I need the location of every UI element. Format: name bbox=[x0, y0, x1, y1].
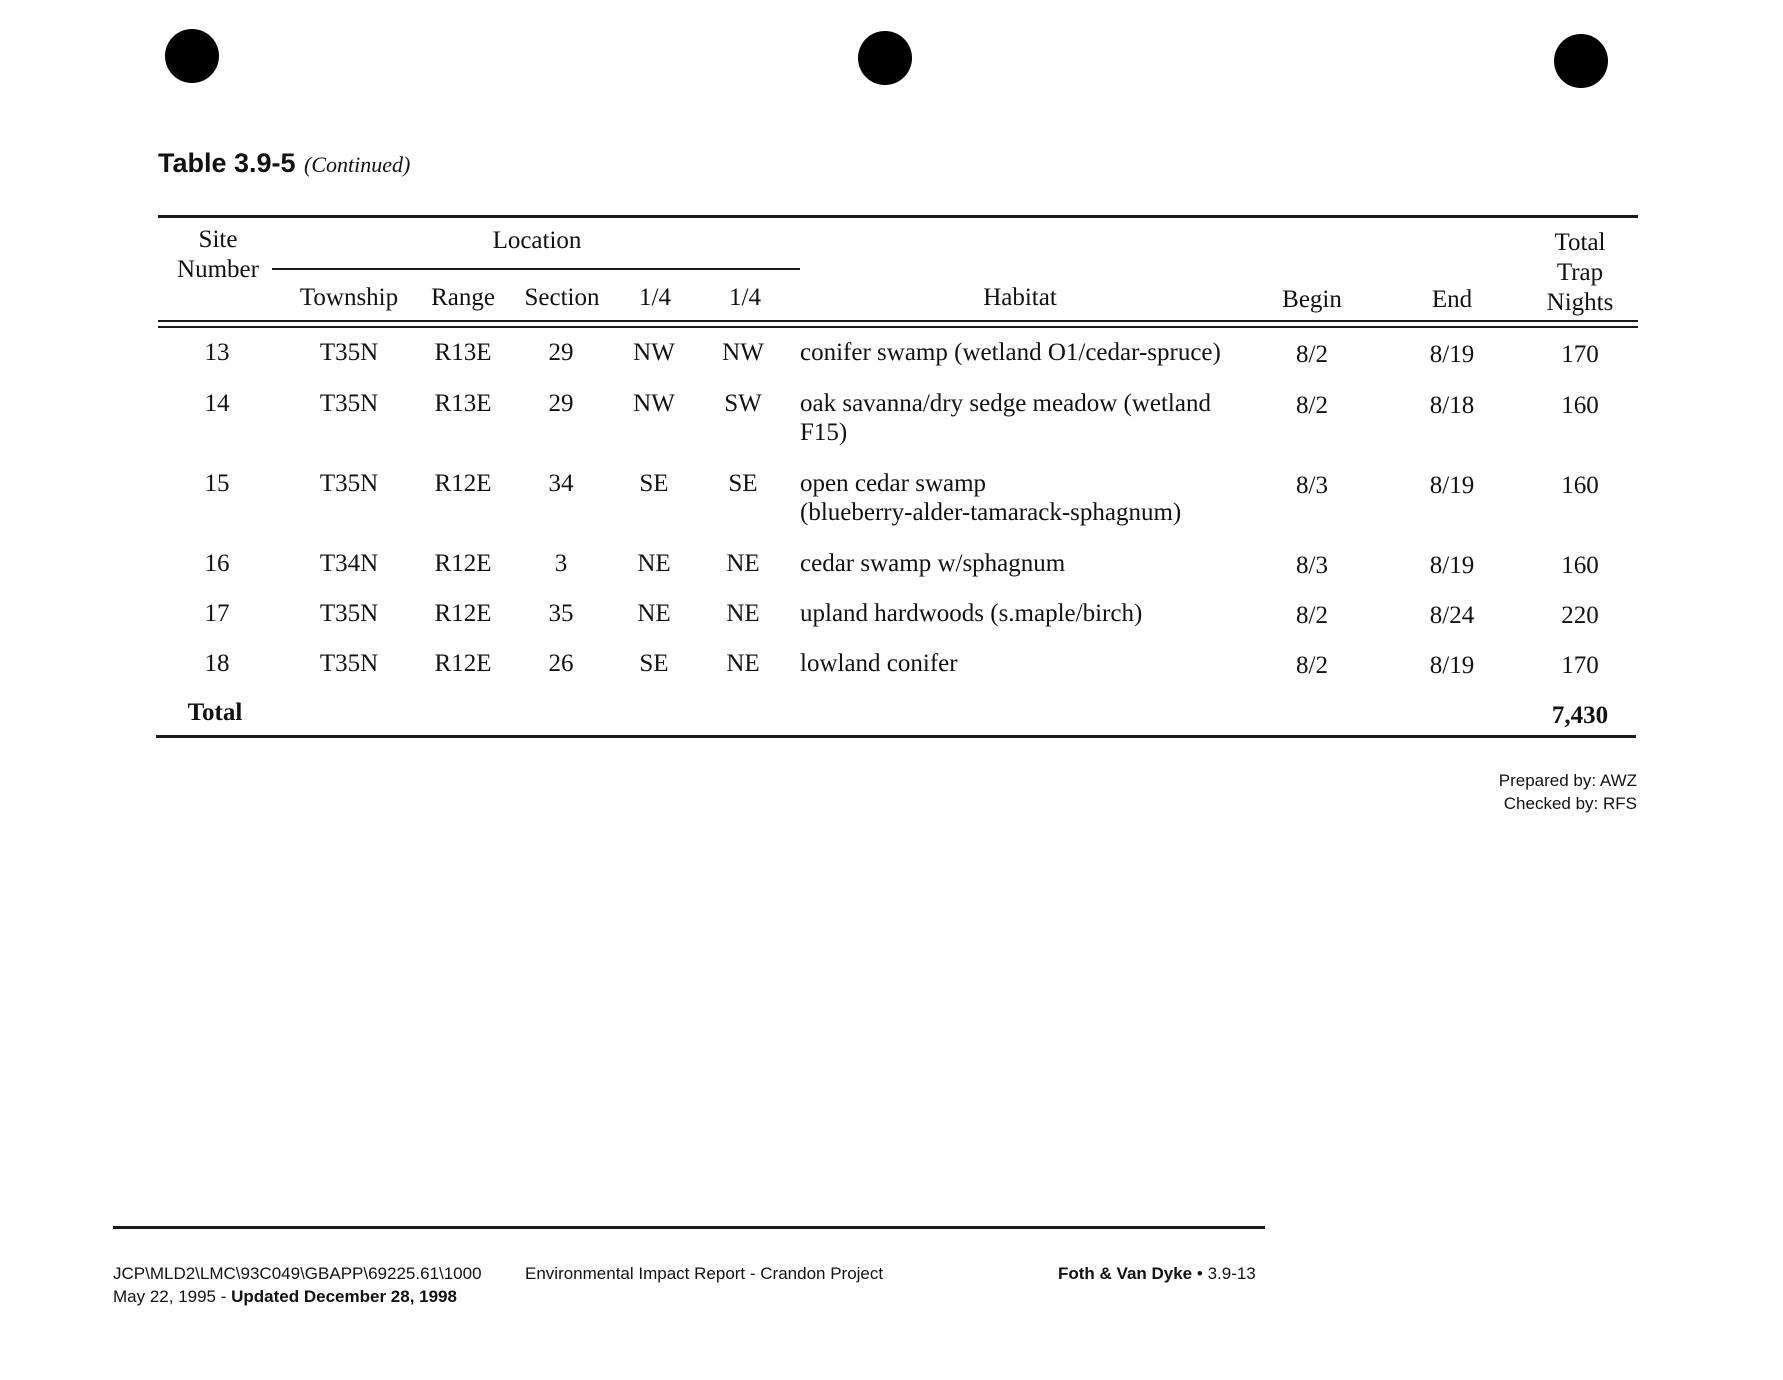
cell-quarter-1: SE bbox=[639, 650, 669, 677]
footer-page-number: 3.9-13 bbox=[1207, 1264, 1256, 1283]
cell-range: R12E bbox=[434, 600, 492, 627]
checked-by: Checked by: RFS bbox=[1503, 794, 1637, 813]
cell-township: T35N bbox=[319, 600, 379, 627]
punch-hole-left bbox=[165, 29, 219, 83]
header-rule-top bbox=[158, 320, 1638, 322]
prepared-checked-block bbox=[1499, 769, 1637, 815]
header-total-line3: Nights bbox=[1546, 289, 1614, 316]
punch-hole-center bbox=[858, 31, 912, 85]
prepared-by: Prepared by: AWZ bbox=[1498, 771, 1637, 790]
cell-habitat-line: F15) bbox=[800, 419, 848, 446]
cell-site: 17 bbox=[204, 600, 230, 627]
cell-habitat bbox=[800, 389, 1240, 447]
footer-date-original: May 22, 1995 - bbox=[113, 1287, 232, 1306]
cell-trap-nights: 160 bbox=[1561, 472, 1599, 499]
footer-left bbox=[113, 1262, 482, 1308]
header-site-line2: Number bbox=[177, 256, 259, 283]
cell-habitat-line: lowland conifer bbox=[800, 650, 958, 677]
cell-township: T35N bbox=[319, 390, 379, 417]
header-total-line2: Trap bbox=[1556, 259, 1604, 286]
table-bottom-rule bbox=[156, 735, 1636, 738]
footer-separator: • bbox=[1196, 1264, 1203, 1283]
cell-range: R12E bbox=[434, 470, 492, 497]
cell-habitat-line: cedar swamp w/sphagnum bbox=[800, 550, 1066, 577]
footer-date-updated: Updated December 28, 1998 bbox=[231, 1287, 457, 1306]
cell-range: R12E bbox=[434, 550, 492, 577]
cell-township: T35N bbox=[319, 650, 379, 677]
header-habitat: Habitat bbox=[983, 284, 1057, 311]
punch-hole-right bbox=[1554, 34, 1608, 88]
cell-township: T35N bbox=[319, 470, 379, 497]
cell-end: 8/24 bbox=[1429, 602, 1475, 629]
total-value: 7,430 bbox=[1551, 702, 1609, 729]
header-total-trap-nights bbox=[1525, 228, 1635, 318]
table-subtitle: (Continued) bbox=[304, 152, 411, 177]
cell-trap-nights: 160 bbox=[1561, 552, 1599, 579]
cell-section: 26 bbox=[548, 650, 574, 677]
cell-site: 15 bbox=[204, 470, 230, 497]
cell-range: R13E bbox=[434, 339, 492, 366]
cell-begin: 8/3 bbox=[1296, 552, 1328, 579]
footer-file-path: JCP\MLD2\LMC\93C049\GBAPP\69225.61\1000 bbox=[113, 1264, 482, 1283]
cell-trap-nights: 220 bbox=[1561, 602, 1599, 629]
cell-quarter-2: NW bbox=[722, 339, 764, 366]
cell-trap-nights: 160 bbox=[1561, 392, 1599, 419]
cell-trap-nights: 170 bbox=[1561, 652, 1599, 679]
cell-quarter-2: NE bbox=[726, 600, 760, 627]
cell-habitat-line: oak savanna/dry sedge meadow (wetland bbox=[800, 390, 1211, 417]
cell-begin: 8/2 bbox=[1296, 602, 1328, 629]
cell-begin: 8/3 bbox=[1296, 472, 1328, 499]
header-range: Range bbox=[431, 284, 495, 311]
header-begin: Begin bbox=[1282, 286, 1342, 313]
cell-quarter-2: NE bbox=[726, 550, 760, 577]
cell-site: 16 bbox=[204, 550, 230, 577]
cell-habitat bbox=[800, 549, 1240, 578]
cell-habitat-line: (blueberry-alder-tamarack-sphagnum) bbox=[800, 499, 1182, 526]
cell-site: 14 bbox=[204, 390, 230, 417]
table-title: Table 3.9-5 bbox=[158, 148, 296, 178]
header-quarter-2: 1/4 bbox=[729, 284, 761, 311]
cell-site: 13 bbox=[204, 339, 230, 366]
cell-end: 8/19 bbox=[1429, 552, 1475, 579]
cell-section: 34 bbox=[548, 470, 574, 497]
total-label: Total bbox=[187, 699, 243, 726]
cell-section: 29 bbox=[548, 390, 574, 417]
cell-range: R13E bbox=[434, 390, 492, 417]
cell-trap-nights: 170 bbox=[1561, 341, 1599, 368]
cell-end: 8/19 bbox=[1429, 652, 1475, 679]
cell-quarter-1: SE bbox=[639, 470, 669, 497]
cell-quarter-2: SE bbox=[728, 470, 758, 497]
cell-township: T35N bbox=[319, 339, 379, 366]
header-site-number bbox=[158, 225, 278, 285]
cell-habitat bbox=[800, 469, 1240, 527]
cell-habitat bbox=[800, 338, 1240, 367]
header-site-line1: Site bbox=[198, 226, 238, 253]
cell-end: 8/18 bbox=[1429, 392, 1475, 419]
cell-section: 29 bbox=[548, 339, 574, 366]
cell-quarter-1: NE bbox=[637, 600, 671, 627]
cell-site: 18 bbox=[204, 650, 230, 677]
header-section: Section bbox=[524, 284, 600, 311]
table-top-rule bbox=[158, 215, 1638, 218]
cell-quarter-2: SW bbox=[724, 390, 762, 417]
cell-quarter-1: NW bbox=[633, 390, 675, 417]
header-township: Township bbox=[299, 284, 399, 311]
header-rule-bottom bbox=[158, 326, 1638, 328]
cell-end: 8/19 bbox=[1429, 341, 1475, 368]
cell-habitat-line: open cedar swamp bbox=[800, 470, 987, 497]
footer-firm: Foth & Van Dyke bbox=[1058, 1264, 1193, 1283]
cell-range: R12E bbox=[434, 650, 492, 677]
location-underline bbox=[272, 268, 800, 270]
cell-quarter-1: NW bbox=[633, 339, 675, 366]
cell-habitat-line: upland hardwoods (s.maple/birch) bbox=[800, 600, 1143, 627]
cell-habitat bbox=[800, 649, 1240, 678]
header-total-line1: Total bbox=[1554, 229, 1606, 256]
cell-end: 8/19 bbox=[1429, 472, 1475, 499]
cell-quarter-2: NE bbox=[726, 650, 760, 677]
cell-township: T34N bbox=[319, 550, 379, 577]
cell-section: 35 bbox=[548, 600, 574, 627]
cell-habitat bbox=[800, 599, 1240, 628]
footer-right bbox=[1058, 1262, 1256, 1285]
footer-dates bbox=[113, 1285, 482, 1308]
cell-habitat-line: conifer swamp (wetland O1/cedar-spruce) bbox=[800, 339, 1221, 366]
cell-section: 3 bbox=[554, 550, 568, 577]
cell-begin: 8/2 bbox=[1296, 652, 1328, 679]
cell-begin: 8/2 bbox=[1296, 392, 1328, 419]
footer-rule bbox=[113, 1226, 1265, 1229]
cell-quarter-1: NE bbox=[637, 550, 671, 577]
header-end: End bbox=[1431, 286, 1473, 313]
header-quarter-1: 1/4 bbox=[639, 284, 671, 311]
header-location: Location bbox=[492, 227, 582, 254]
table-caption bbox=[158, 148, 410, 179]
footer-report-title: Environmental Impact Report - Crandon Project bbox=[525, 1264, 884, 1283]
cell-begin: 8/2 bbox=[1296, 341, 1328, 368]
